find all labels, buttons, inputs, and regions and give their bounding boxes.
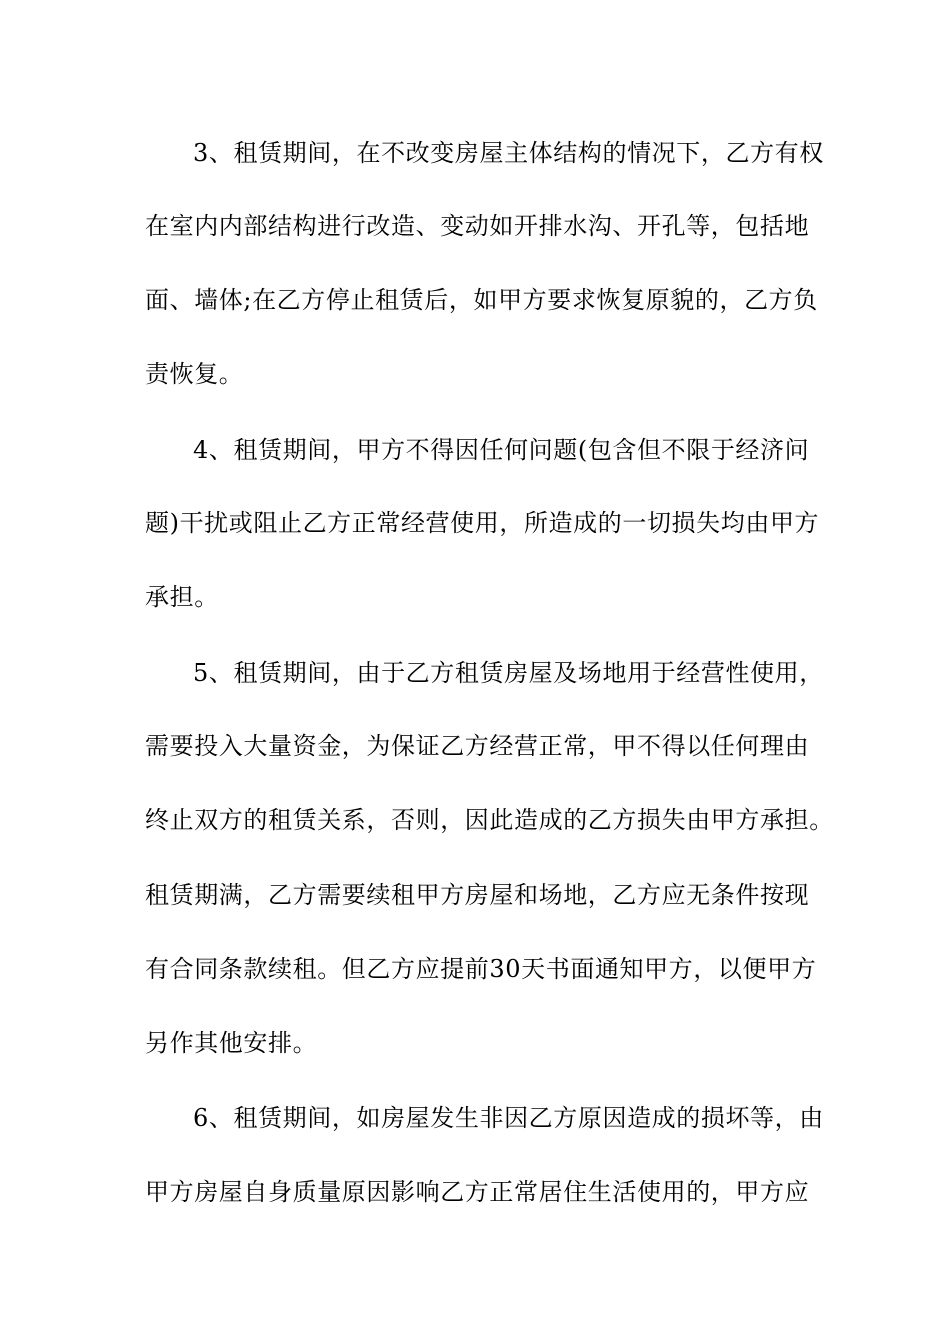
clause-3-line-1: 3、租赁期间，在不改变房屋主体结构的情况下，乙方有权 [193,139,824,167]
clause-4-line-2: 题)干扰或阻止乙方正常经营使用，所造成的一切损失均由甲方 [145,509,820,537]
clause-3-line-2: 在室内内部结构进行改造、变动如开排水沟、开孔等，包括地 [145,212,810,240]
clause-6-line-2: 甲方房屋自身质量原因影响乙方正常居住生活使用的，甲方应 [145,1178,810,1206]
clause-6-line-1: 6、租赁期间，如房屋发生非因乙方原因造成的损坏等，由 [193,1104,824,1132]
clause-4-line-1: 4、租赁期间，甲方不得因任何问题(包含但不限于经济问 [193,436,810,464]
clause-5-line-1: 5、租赁期间，由于乙方租赁房屋及场地用于经营性使用， [193,659,824,687]
clause-4-line-3: 承担。 [145,583,219,611]
clause-5-line-5: 有合同条款续租。但乙方应提前30天书面通知甲方，以便甲方 [145,955,817,983]
clause-5-line-2: 需要投入大量资金，为保证乙方经营正常，甲不得以任何理由 [145,732,810,760]
clause-5-line-4: 租赁期满，乙方需要续租甲方房屋和场地，乙方应无条件按现 [145,881,810,909]
clause-5-line-3: 终止双方的租赁关系，否则，因此造成的乙方损失由甲方承担。 [145,806,834,834]
clause-3-line-4: 责恢复。 [145,360,244,388]
clause-3-line-3: 面、墙体;在乙方停止租赁后，如甲方要求恢复原貌的，乙方负 [145,286,818,314]
clause-5-line-6: 另作其他安排。 [145,1029,318,1057]
